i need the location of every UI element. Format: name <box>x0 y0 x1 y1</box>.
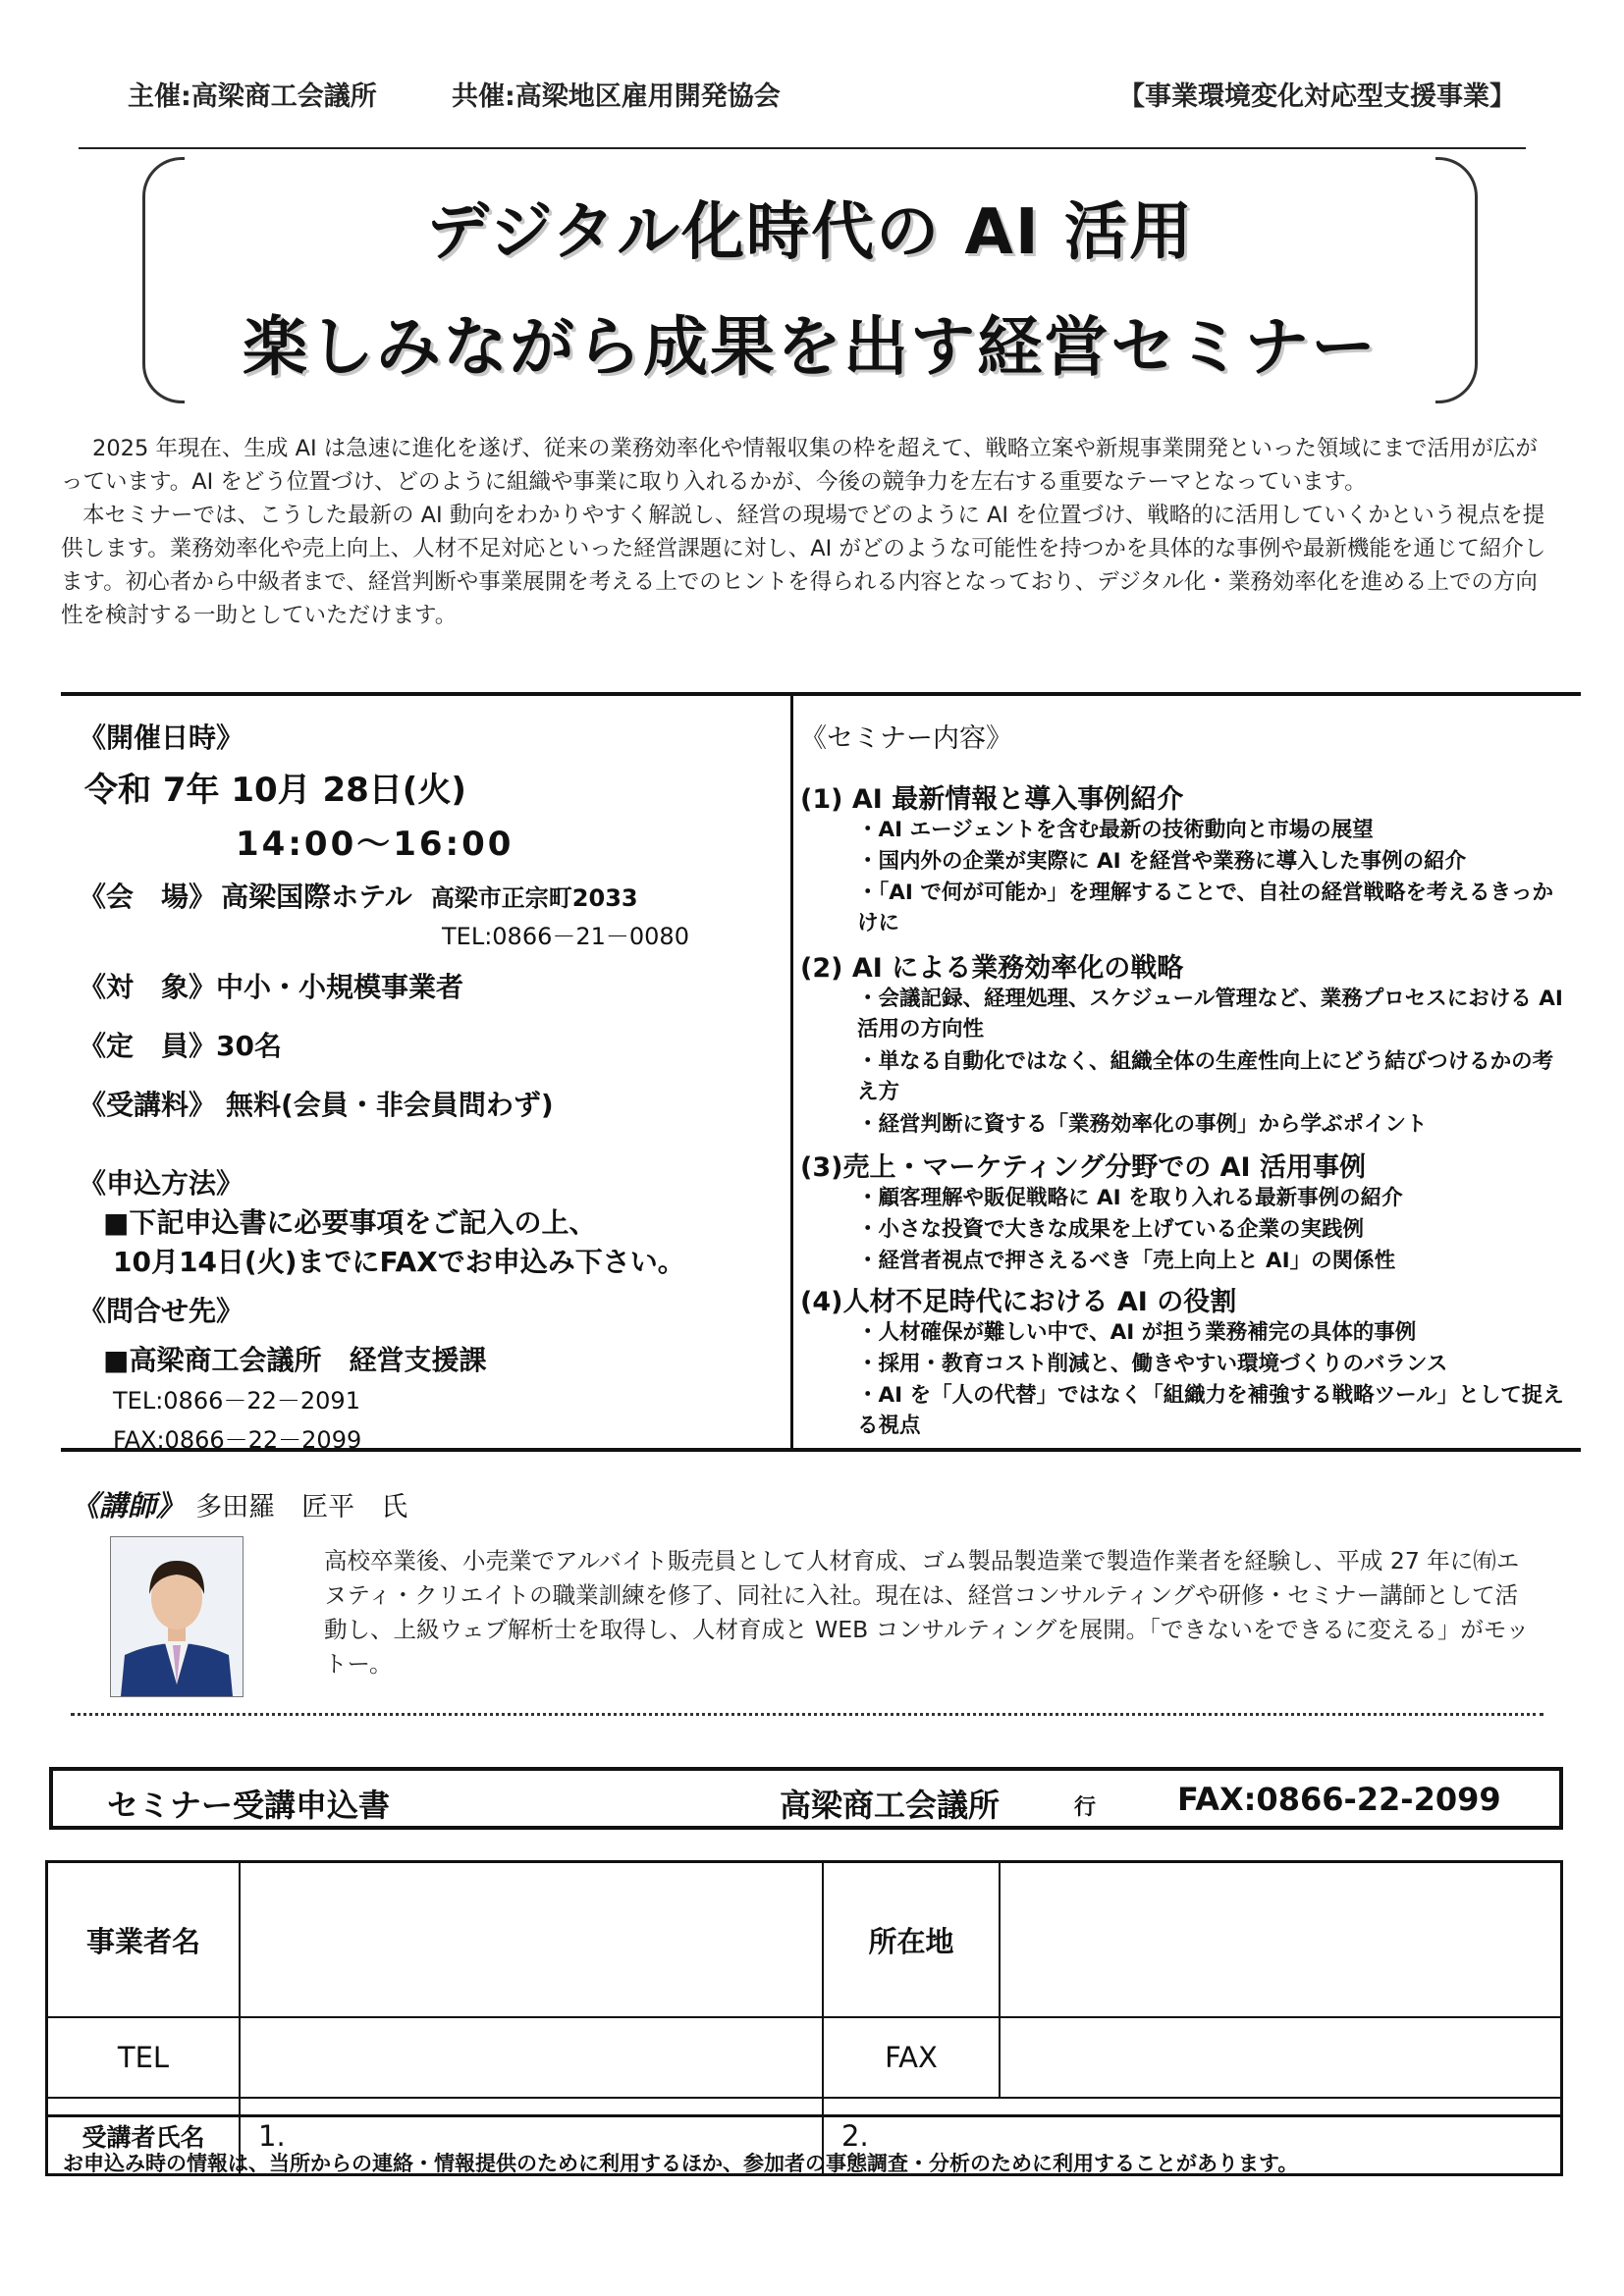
contact-tel: TEL:0866－22－2091 <box>113 1387 360 1415</box>
section-1-item: ・国内外の企業が実際に AI を経営や業務に導入した事例の紹介 <box>857 849 1467 874</box>
apply-line-2: 10月14日(火)までにFAXでお申込み下さい。 <box>113 1246 685 1278</box>
lecturer-heading <box>71 1484 1563 1524</box>
header-bar <box>79 69 1526 149</box>
attendee-2-field[interactable]: 2. <box>841 2118 869 2153</box>
venue-address: 高梁市正宗町2033 <box>430 884 638 912</box>
section-4-item: ・採用・教育コスト削減と、働きやすい環境づくりのバランス <box>857 1352 1448 1376</box>
fax-field[interactable] <box>1001 2018 1560 2099</box>
capacity-value: 30名 <box>216 1030 282 1062</box>
lecturer-name: 多田羅 匠平 氏 <box>195 1492 408 1522</box>
section-4-item: ・AI を「人の代替」ではなく「組織力を補強する戦略ツール」として捉える視点 <box>857 1383 1564 1438</box>
fee-label: 《受講料》 <box>79 1089 217 1121</box>
lecturer-portrait-icon <box>111 1537 243 1696</box>
section-1-item: ・「AI で何が可能か」を理解することで、自社の経営戦略を考えるきっかけに <box>857 881 1553 935</box>
target-row <box>79 966 463 1005</box>
page-title-line2: 楽しみながら成果を出す経営セミナー <box>243 309 1378 385</box>
venue-label: 《会 場》 <box>79 881 217 913</box>
contact-fax: FAX:0866－22－2099 <box>113 1426 362 1454</box>
lecturer-bio: 高校卒業後、小売業でアルバイト販売員として人材育成、ゴム製品製造業で製造作業者を経験し、平成 27 年に㈲エヌティ・クリエイトの職業訓練を修了、同社に入社。現在は、経営コンサルティングや研修・セミナー講師として活動し、上級ウェブ解析士を取得し、人材育成と WEB コンサルティングを展開。「できないをできるに変える」がモットー。 <box>324 1547 1530 1678</box>
column-divider <box>790 692 793 1448</box>
form-recipient: 高梁商工会議所 <box>780 1787 1001 1824</box>
cut-line <box>71 1713 1543 1716</box>
section-2-item: ・単なる自動化ではなく、組織全体の生産性向上にどう結びつけるかの考え方 <box>857 1049 1554 1104</box>
form-fax: FAX:0866-22-2099 <box>1177 1781 1501 1818</box>
venue-tel: TEL:0866－21－0080 <box>442 923 689 950</box>
business-name-field[interactable] <box>241 1863 824 2018</box>
fee-value: 無料(会員・非会員問わず) <box>226 1089 554 1121</box>
form-recipient-suffix: 行 <box>1074 1795 1097 1820</box>
title-box <box>142 157 1478 402</box>
intro-paragraph-1: 2025 年現在、生成 AI は急速に進化を遂げ、従来の業務効率化や情報収集の枠を超えて、戦略立案や新規事業開発といった領域にまで活用が広がっています。AI をどう位置づけ、どのように組織や事業に取り入れるかが、今後の競争力を左右する重要なテーマとなっています。 <box>61 436 1538 495</box>
fax-label: FAX <box>824 2018 1001 2099</box>
business-name-label: 事業者名 <box>48 1863 241 2018</box>
section-4-title: (4)人材不足時代における AI の役割 <box>800 1287 1237 1317</box>
apply-line-1: ■下記申込書に必要事項をご記入の上、 <box>103 1206 597 1239</box>
section-3-item: ・小さな投資で大きな成果を上げている企業の実践例 <box>857 1217 1365 1242</box>
attendee-label: 受講者氏名 <box>48 2098 241 2173</box>
attendee-1-field[interactable]: 1. <box>241 2098 824 2173</box>
contact-label: 《問合せ先》 <box>79 1295 244 1327</box>
tel-field[interactable] <box>241 2018 824 2099</box>
co-organizer-text: 共催:高梁地区雇用開発協会 <box>452 81 781 112</box>
apply-label: 《申込方法》 <box>79 1167 244 1200</box>
contact-org: ■高梁商工会議所 経営支援課 <box>103 1344 487 1376</box>
capacity-label: 《定 員》 <box>79 1030 217 1062</box>
intro-paragraph-2: 本セミナーでは、こうした最新の AI 動向をわかりやすく解説し、経営の現場でどのように AI を位置づけ、戦略的に活用していくかという視点を提供します。業務効率化や売上向上、人材不足対応といった経営課題に対し、AI がどのような可能性を持つかを具体的な事例や最新機能を通じて紹介します。初心者から中級者まで、経営判断や事業展開を考える上でのヒントを得られる内容となっており、デジタル化・業務効率化を進める上での方向性を検討する一助としていただけます。 <box>61 503 1546 628</box>
page-title-line1: デジタル化時代の AI 活用 <box>425 196 1195 269</box>
section-3-title: (3)売上・マーケティング分野での AI 活用事例 <box>800 1152 1366 1183</box>
organizer-text: 主催:高梁商工会議所 <box>128 81 377 112</box>
target-label: 《対 象》 <box>79 971 217 1003</box>
event-date: 令和 7年 10月 28日(火) <box>84 771 466 810</box>
tel-label: TEL <box>48 2018 241 2099</box>
section-2-title: (2) AI による業務効率化の戦略 <box>800 953 1184 984</box>
form-title-bar <box>49 1767 1563 1830</box>
section-3-item: ・経営者視点で押さえるべき「売上向上と AI」の関係性 <box>857 1249 1396 1273</box>
venue-row <box>79 876 638 915</box>
section-3-item: ・顧客理解や販促戦略に AI を取り入れる最新事例の紹介 <box>857 1186 1403 1210</box>
section-1-item: ・AI エージェントを含む最新の技術動向と市場の展望 <box>857 818 1374 842</box>
section-4-item: ・人材確保が難しい中で、AI が担う業務補完の具体的事例 <box>857 1320 1417 1345</box>
section-2-item: ・会議記録、経理処理、スケジュール管理など、業務プロセスにおける AI 活用の方向性 <box>857 987 1563 1041</box>
section-2-item: ・経営判断に資する「業務効率化の事例」から学ぶポイント <box>857 1112 1428 1137</box>
lecturer-label: 《講師》 <box>71 1489 186 1522</box>
capacity-row <box>79 1025 282 1064</box>
intro-text <box>61 432 1553 632</box>
divider-top <box>61 692 1581 696</box>
fee-row <box>79 1084 554 1123</box>
section-1-title: (1) AI 最新情報と導入事例紹介 <box>800 784 1184 815</box>
privacy-note: お申込み時の情報は、当所からの連絡・情報提供のために利用するほか、参加者の事態調査・分析のために利用することがあります。 <box>63 2152 1299 2175</box>
event-time: 14:00〜16:00 <box>236 825 514 864</box>
address-label: 所在地 <box>824 1863 1001 2018</box>
target-value: 中小・小規模事業者 <box>216 971 464 1003</box>
application-form-table <box>45 1860 1563 2117</box>
lecturer-photo <box>110 1536 244 1697</box>
program-name: 【事業環境変化対応型支援事業】 <box>1118 81 1516 112</box>
content-label: 《セミナー内容》 <box>800 723 1012 754</box>
venue-name: 高梁国際ホテル <box>221 881 412 913</box>
date-label: 《開催日時》 <box>79 721 244 754</box>
address-field[interactable] <box>1001 1863 1560 2018</box>
form-title: セミナー受講申込書 <box>107 1787 391 1824</box>
